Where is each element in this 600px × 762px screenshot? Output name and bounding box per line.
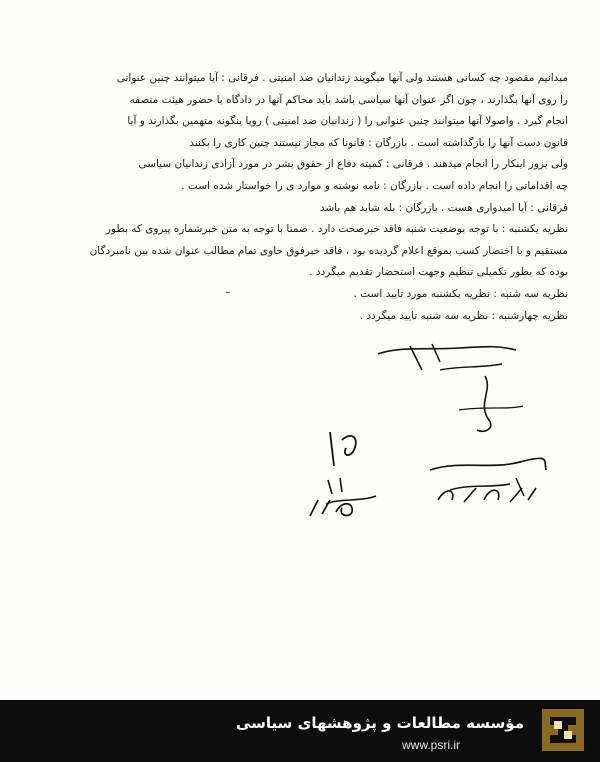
text-line-1: میدانیم مقصود چه کسانی هستند ولی آنها میگویند زندانیان ضد امنیتی . فرقانی : آیا میتوانند چنین عنوانی bbox=[116, 72, 568, 84]
text-line-10: بوده که بطور تکمیلی تنظیم وجهت استحضار تقدیم میگردد . bbox=[309, 266, 568, 279]
institution-name: مؤسسه مطالعات و پژوهشهای سیاسی bbox=[235, 714, 524, 732]
text-line-2: را روی آنها بگذارند ، چون اگر عنوان آنها سیاسی باشد باید محاکم آنها در دادگاه با حضور هیئت منصفه bbox=[129, 93, 568, 106]
text-line-3: انجام گیرد . واصولا آنها میتوانند چنین عنوانی را ( زندانیان ضد امنیتی ) رویا ینگونه متهمین بگذارند و آیا bbox=[127, 115, 568, 128]
institution-logo-icon bbox=[542, 709, 584, 751]
footer-banner bbox=[0, 700, 600, 762]
signature-date-1 bbox=[306, 494, 366, 522]
text-line-9: مستقیم و با اختصار کسب بموقع اعلام گردیده بود ، فاقد خبرفوق حاوی تمام مطالب عنوان شده بین نامبردگان bbox=[89, 244, 568, 257]
report-text bbox=[28, 68, 568, 327]
text-line-12: نظریه چهارشنبه : نظریه سه شنبه تایید میگردد . bbox=[359, 309, 568, 322]
text-line-7: فرقانی : آیا امیدواری هست . بازرگان : بله شاید هم باشد bbox=[319, 201, 568, 214]
text-line-5: ولی بزور اینکار را انجام میدهند . فرقانی : کمیته دفاع از حقوق بشر در مورد آزادی زندانیان سیاسی bbox=[138, 158, 568, 171]
text-line-6: چه اقداماتی را انجام داده است . بازرگان : نامه نوشته و موارد ی را خواستار شده است . bbox=[181, 179, 568, 192]
signature-date-2 bbox=[432, 480, 542, 510]
text-line-4: قانون دست آنها را بازگذاشته است . بازرگان : قانونا که مجاز نیستند چنین کاری را بکنند bbox=[189, 136, 568, 149]
stray-mark: ـ bbox=[226, 282, 230, 296]
text-line-11: نظریه سه شنبه : نظریه یکشنبه مورد تایید است . bbox=[353, 287, 568, 300]
website-url[interactable]: www.psri.ir bbox=[401, 738, 460, 752]
text-line-8: نظریه یکشنبه : با توجه بوضعیت شنبه فاقد خبرصحت دارد . ضمنا با توجه به متن خبرشماره پیروی که بطور bbox=[105, 223, 568, 236]
